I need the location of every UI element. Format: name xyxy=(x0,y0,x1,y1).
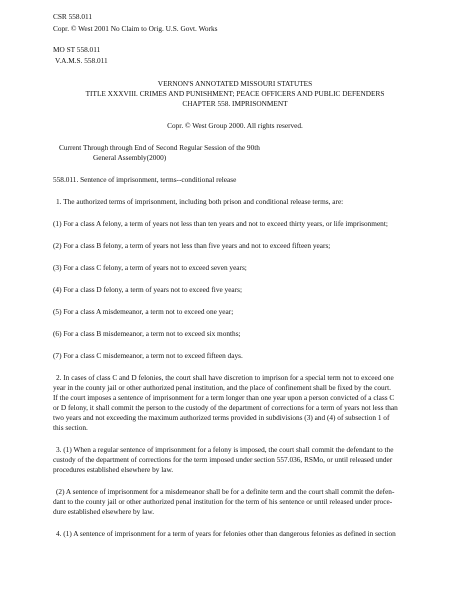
item-4: (4) For a class D felony, a term of years not to exceed five years; xyxy=(53,285,242,294)
copyright-line: Copr. © West 2001 No Claim to Orig. U.S. Govt. Works xyxy=(53,24,218,33)
item-3: (3) For a class C felony, a term of years not to exceed seven years; xyxy=(53,263,247,272)
west-copyright: Copr. © West Group 2000. All rights reserved. xyxy=(167,121,303,130)
item-5: (5) For a class A misdemeanor, a term not to exceed one year; xyxy=(53,307,234,316)
paragraph-3-line: custody of the department of corrections for the term imposed under section 557.036, RSMo, or until released under xyxy=(53,455,393,464)
paragraph-2-line: this section. xyxy=(53,423,88,432)
paragraph-3b-line: dant to the county jail or other authorized penal institution for the term of his sentence or until released under proce- xyxy=(53,497,393,506)
chapter-heading: CHAPTER 558. IMPRISONMENT xyxy=(182,99,288,108)
paragraph-2-line: or D felony, it shall commit the person to the custody of the department of corrections for a term of years not less than xyxy=(53,403,398,412)
paragraph-3-line: 3. (1) When a regular sentence of imprisonment for a felony is imposed, the court shall commit the defendant to the xyxy=(56,445,394,454)
currency-line-2: General Assembly(2000) xyxy=(93,153,167,162)
paragraph-3-line: procedures established elsewhere by law. xyxy=(53,465,174,474)
vams-citation: V.A.M.S. 558.011 xyxy=(55,56,108,65)
currency-line-1: Current Through through End of Second Regular Session of the 90th xyxy=(59,143,260,152)
item-2: (2) For a class B felony, a term of years not less than five years and not to exceed fifteen years; xyxy=(53,241,331,250)
citation: CSR 558.011 xyxy=(53,12,93,21)
item-7: (7) For a class C misdemeanor, a term not to exceed fifteen days. xyxy=(53,351,243,360)
paragraph-2-line: 2. In cases of class C and D felonies, the court shall have discretion to imprison for a special term not to exceed one xyxy=(56,373,394,382)
paragraph-4: 4. (1) A sentence of imprisonment for a term of years for felonies other than dangerous felonies as defined in section xyxy=(56,529,396,538)
section-heading: 558.011. Sentence of imprisonment, terms--conditional release xyxy=(53,175,237,184)
paragraph-3b-line: (2) A sentence of imprisonment for a misdemeanor shall be for a definite term and the court shall commit the defen- xyxy=(56,487,395,496)
item-6: (6) For a class B misdemeanor, a term not to exceed six months; xyxy=(53,329,241,338)
item-1: (1) For a class A felony, a term of years not less than ten years and not to exceed thirty years, or life imprisonment; xyxy=(53,219,388,228)
paragraph-2-line: year in the county jail or other authorized penal institution, and the place of confinement shall be fixed by the court. xyxy=(53,383,391,392)
paragraph-1: 1. The authorized terms of imprisonment, including both prison and conditional release terms, are: xyxy=(56,197,344,206)
paragraph-2-line: two years and not exceeding the maximum authorized terms provided in subdivisions (3) and (4) of subsection 1 of xyxy=(53,413,390,422)
paragraph-3b-line: dure established elsewhere by law. xyxy=(53,507,155,516)
mo-st-citation: MO ST 558.011 xyxy=(53,45,101,54)
paragraph-2-line: If the court imposes a sentence of imprisonment for a term longer than one year upon a person convicted of a class C xyxy=(53,393,395,402)
statutes-title: VERNON'S ANNOTATED MISSOURI STATUTES xyxy=(157,79,313,88)
title-heading: TITLE XXXVIII. CRIMES AND PUNISHMENT; PEACE OFFICERS AND PUBLIC DEFENDERS xyxy=(85,89,385,98)
